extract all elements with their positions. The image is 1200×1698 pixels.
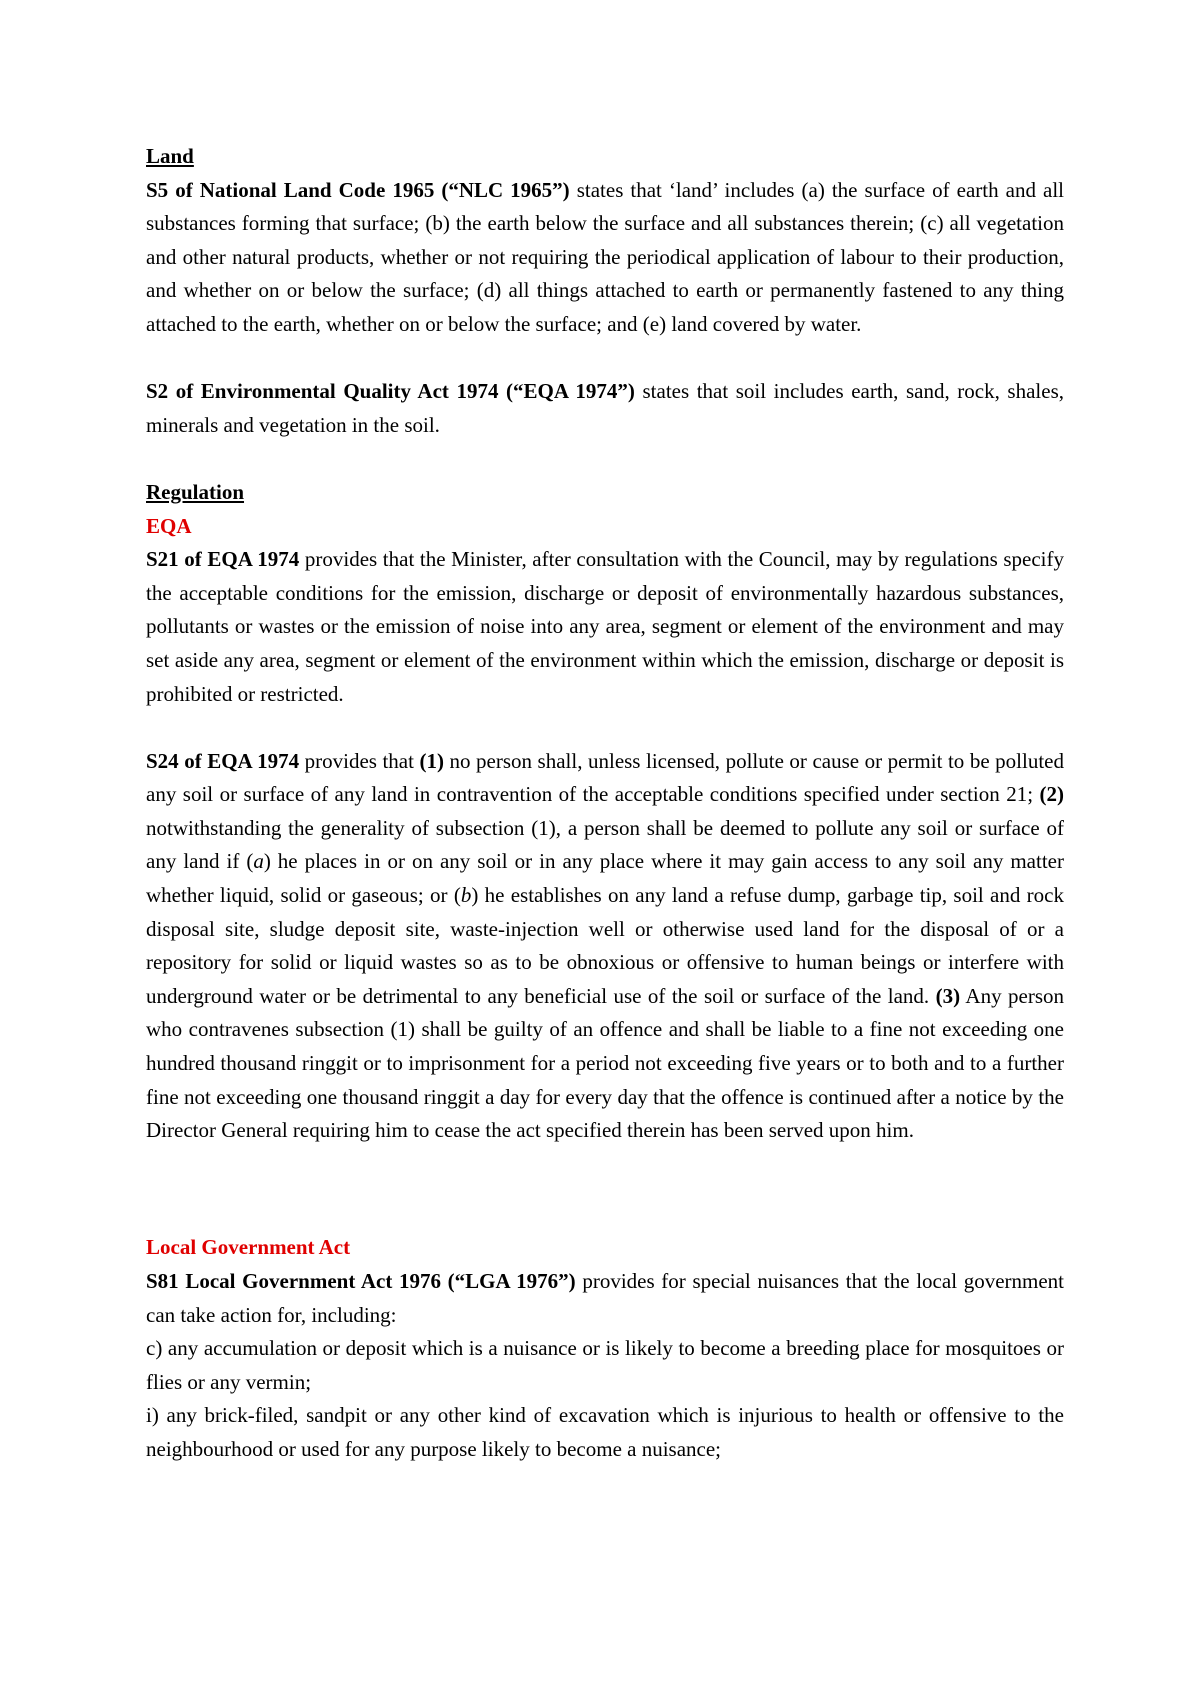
s2-paragraph [146, 375, 1064, 442]
s2-reference: S2 of Environmental Quality Act 1974 (“EQA 1974”) [146, 379, 635, 404]
s24-text-4: ) he places in or on any soil or in any place where it may gain access to any soil any matter whether liquid, solid or gaseous; or ( [146, 849, 1064, 908]
s24-paragraph [146, 745, 1064, 1148]
s21-reference: S21 of EQA 1974 [146, 547, 300, 572]
s24-text-1: provides that [299, 748, 420, 773]
spacer [146, 1148, 1064, 1198]
eqa-heading: EQA [146, 513, 192, 538]
s24-para-b: b [460, 883, 472, 908]
s81-text: provides for special nuisances that the local government can take action for, including: [146, 1269, 1065, 1327]
s21-text: provides that the Minister, after consultation with the Council, may by regulations specify the acceptable conditions for the emission, discharge or deposit of environmentally hazardous substances, pollutants or wastes or the emission of noise into any area, segment or element of the environment and may set aside any area, segment or element of the environment within which the emission, discharge or deposit is prohibited or restricted. [146, 547, 1064, 706]
spacer [146, 442, 1064, 476]
s24-text-6: Any person who contravenes subsection (1) shall be guilty of an offence and shall be liable to a fine not exceeding one hundred thousand ringgit or to imprisonment for a period not exceeding five years or to both and to a further fine not exceeding one thousand ringgit a day for every day that the offence is continued after a notice by the Director General requiring him to cease the act specified therein has been served upon him. [146, 983, 1065, 1143]
s24-subsection-3: (3) [935, 983, 961, 1008]
spacer [146, 1198, 1064, 1232]
land-heading: Land [146, 144, 194, 168]
s24-subsection-1: (1) [419, 748, 444, 773]
s5-reference: S5 of National Land Code 1965 (“NLC 1965”) [146, 177, 570, 202]
s2-text: states that soil includes earth, sand, rock, shales, minerals and vegetation in the soil. [146, 379, 1064, 437]
s24-text-5: ) he establishes on any land a refuse dump, garbage tip, soil and rock disposal site, sludge deposit site, waste-injection well or otherwise used land for the disposal of or a repository for solid or liquid wastes so as to be obnoxious or offensive to human beings or interfere with underground water or be detrimental to any beneficial use of the soil or surface of the land. [146, 883, 1064, 1008]
lga-item-i: i) any brick-filed, sandpit or any other kind of excavation which is injurious to health or offensive to the neighbourhood or used for any purpose likely to become a nuisance; [146, 1403, 1064, 1461]
s24-subsection-2: (2) [1039, 782, 1064, 807]
s21-paragraph [146, 543, 1064, 711]
s24-text-3: notwithstanding the generality of subsection (1), a person shall be deemed to pollute any soil or surface of any land if ( [146, 815, 1064, 874]
s5-paragraph [146, 174, 1064, 342]
s81-paragraph [146, 1265, 1064, 1332]
spacer [146, 342, 1064, 376]
s24-para-a: a [253, 849, 264, 874]
lga-item-c: c) any accumulation or deposit which is a nuisance or is likely to become a breeding place for mosquitoes or flies or any vermin; [146, 1336, 1064, 1394]
regulation-heading: Regulation [146, 479, 245, 504]
s24-text-2: no person shall, unless licensed, pollute or cause or permit to be polluted any soil or surface of any land in contravention of the acceptable conditions specified under section 21; [146, 748, 1064, 807]
s24-reference: S24 of EQA 1974 [146, 748, 300, 773]
s81-reference: S81 Local Government Act 1976 (“LGA 1976”) [146, 1269, 576, 1293]
s5-text: states that ‘land’ includes (a) the surface of earth and all substances forming that surface; (b) the earth below the surface and all substances therein; (c) all vegetation and other natural products, whether or not requiring the periodical application of labour to their production, and whether on or below the surface; (d) all things attached to earth or permanently fastened to any thing attached to the earth, whether on or below the surface; and (e) land covered by water. [146, 177, 1064, 336]
lga-heading: Local Government Act [146, 1235, 351, 1260]
spacer [146, 711, 1064, 745]
